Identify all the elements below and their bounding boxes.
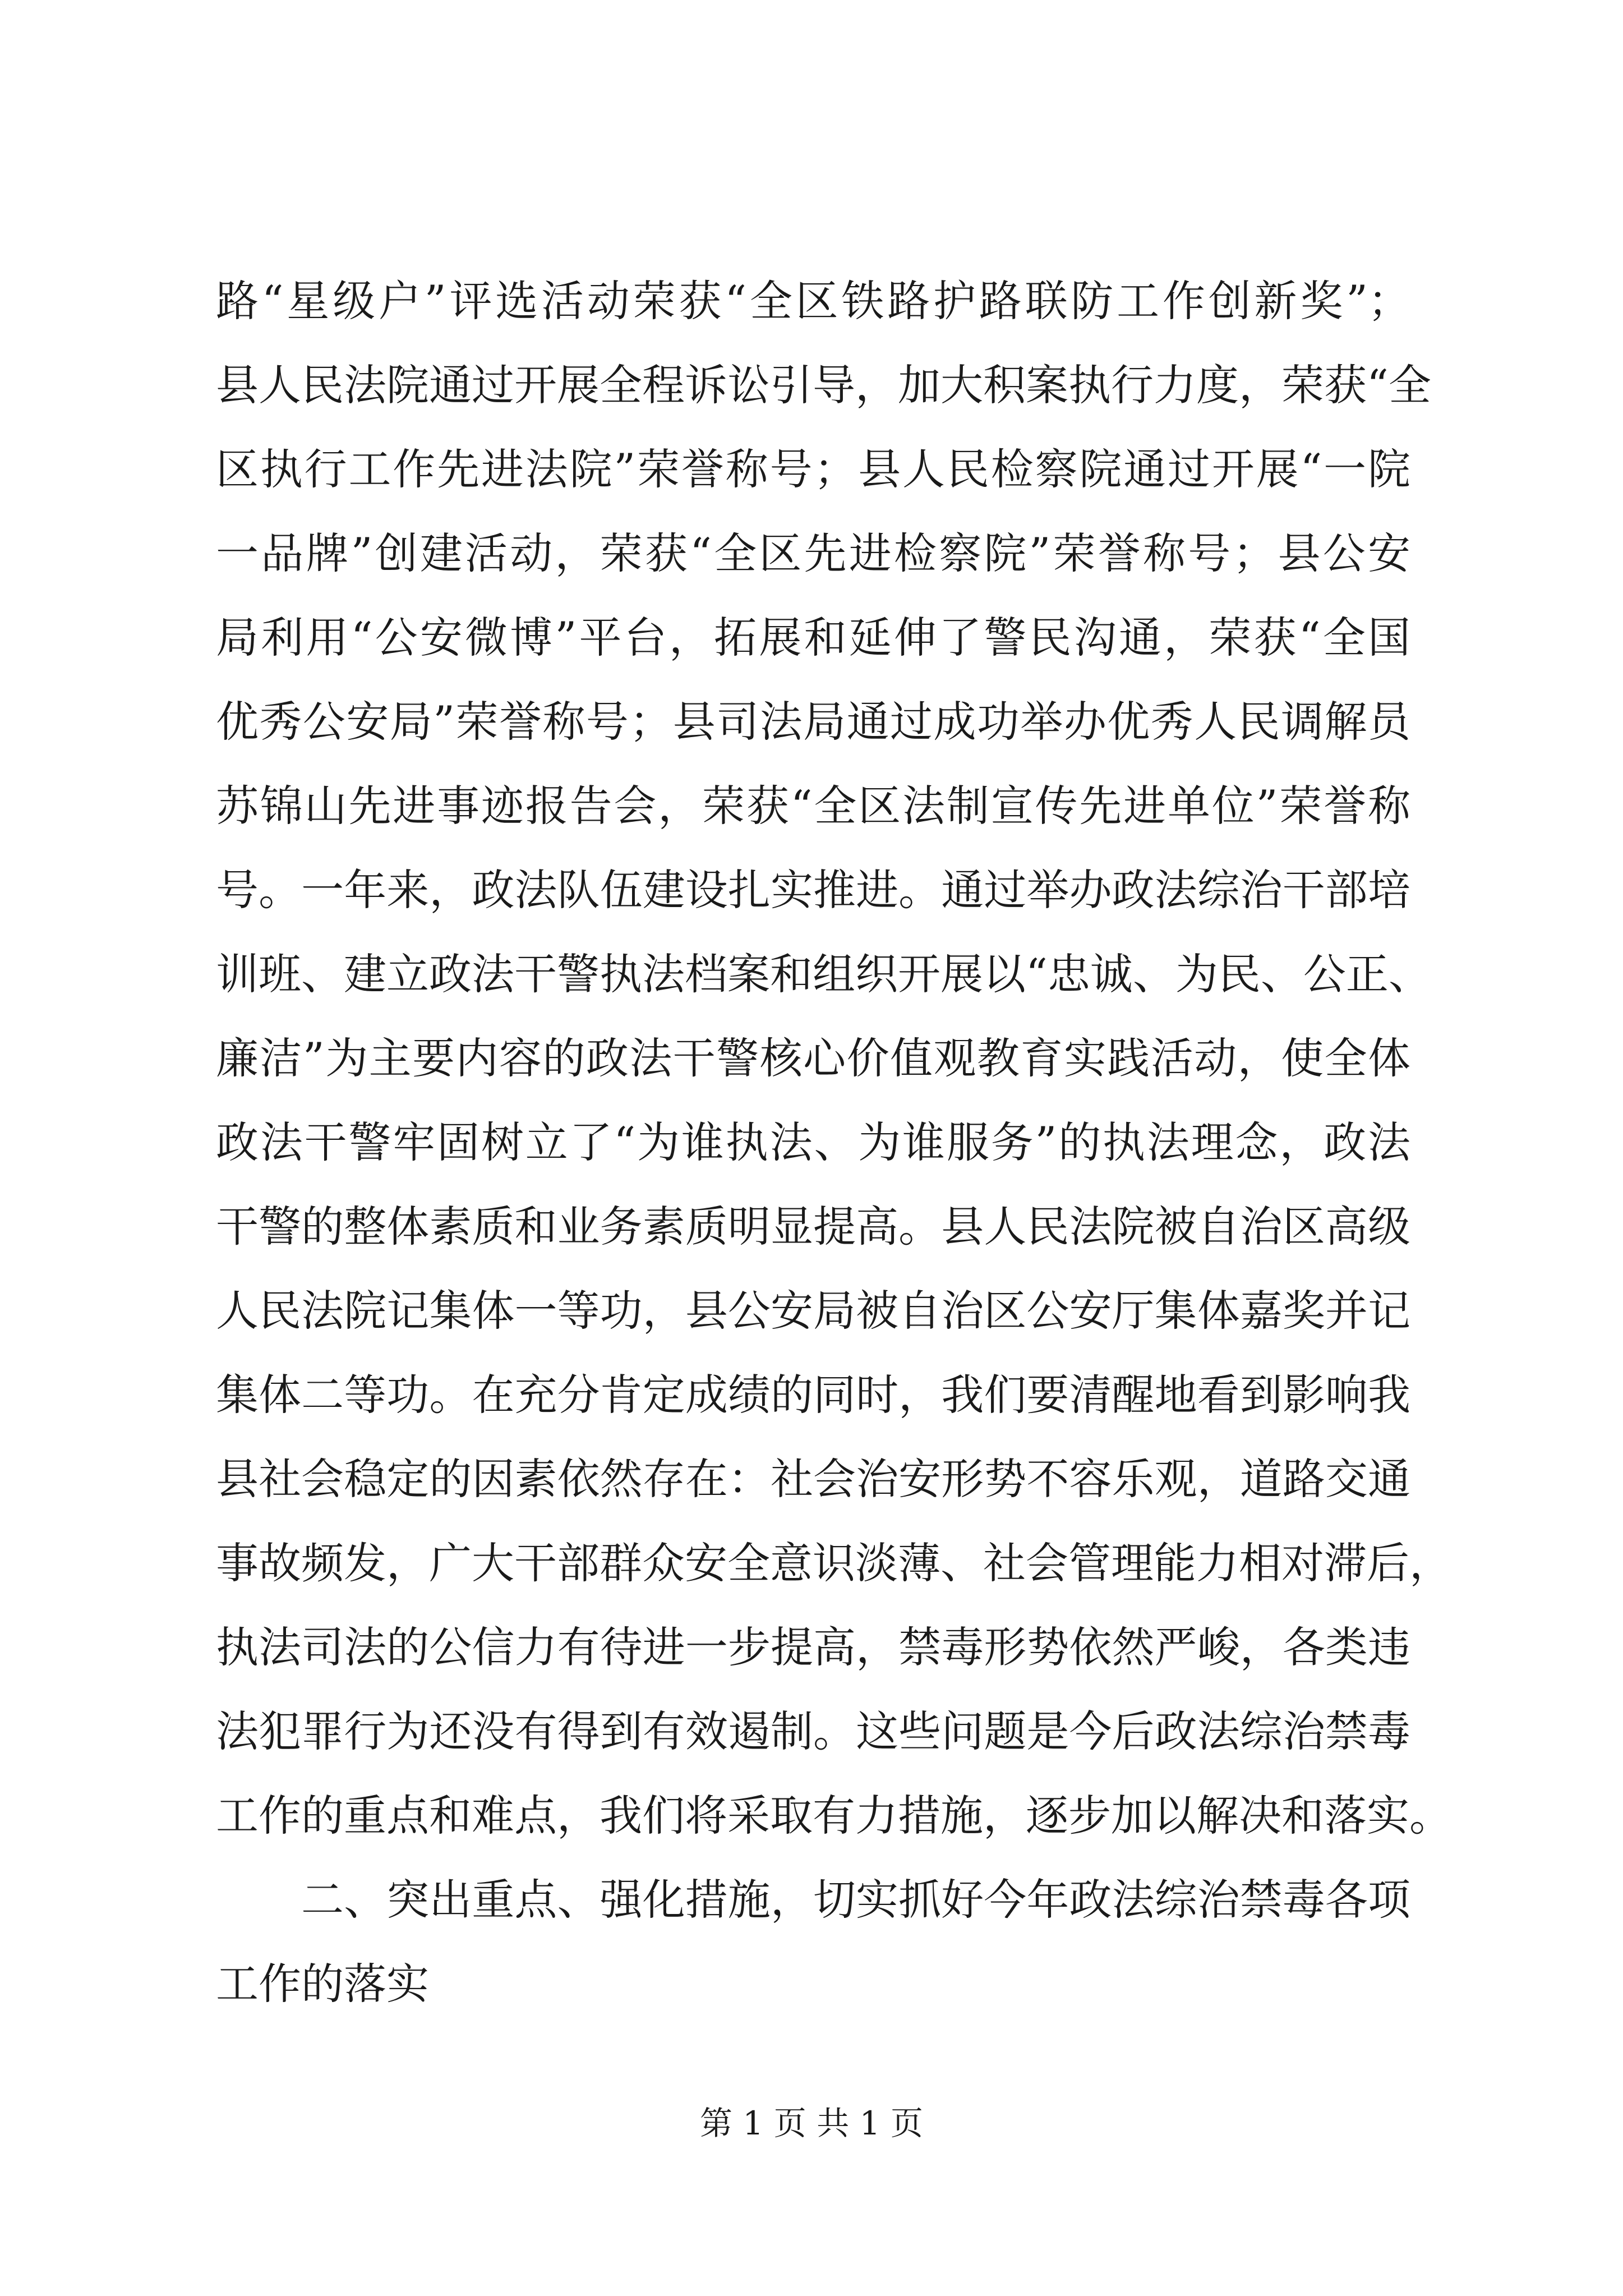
- paragraph-line: 工作的重点和难点，我们将采取有力措施，逐步加以解决和落实。: [216, 1791, 1452, 1841]
- paragraph-line: 廉洁”为主要内容的政法干警核心价值观教育实践活动，使全体: [216, 1033, 1410, 1083]
- paragraph-line: 干警的整体素质和业务素质明显提高。县人民法院被自治区高级: [216, 1202, 1410, 1251]
- page-footer: 第 1 页 共 1 页: [700, 2104, 923, 2142]
- paragraph-line: 路“星级户”评选活动荣获“全区铁路护路联防工作创新奖”；: [216, 276, 1410, 326]
- paragraph-line: 县社会稳定的因素依然存在：社会治安形势不容乐观，道路交通: [216, 1454, 1410, 1504]
- paragraph-line: 县人民法院通过开展全程诉讼引导，加大积案执行力度，荣获“全: [216, 360, 1431, 410]
- paragraph-line: 区执行工作先进法院”荣誉称号；县人民检察院通过开展“一院: [216, 444, 1410, 494]
- paragraph-line: 人民法院记集体一等功，县公安局被自治区公安厅集体嘉奖并记: [216, 1286, 1410, 1336]
- paragraph-line: 训班、建立政法干警执法档案和组织开展以“忠诚、为民、公正、: [216, 949, 1431, 999]
- paragraph-line: 苏锦山先进事迹报告会，荣获“全区法制宣传先进单位”荣誉称: [216, 781, 1410, 831]
- paragraph-line: 执法司法的公信力有待进一步提高，禁毒形势依然严峻，各类违: [216, 1622, 1410, 1672]
- paragraph-line: 局利用“公安微博”平台，拓展和延伸了警民沟通，荣获“全国: [216, 613, 1410, 662]
- section-heading-line: 工作的落实: [216, 1959, 429, 2009]
- paragraph-line: 优秀公安局”荣誉称号；县司法局通过成功举办优秀人民调解员: [216, 697, 1410, 747]
- section-heading-line: 二、突出重点、强化措施，切实抓好今年政法综治禁毒各项: [301, 1875, 1410, 1925]
- paragraph-line: 事故频发，广大干部群众安全意识淡薄、社会管理能力相对滞后，: [216, 1538, 1452, 1588]
- body-text: [216, 259, 1452, 2026]
- paragraph-line: 法犯罪行为还没有得到有效遏制。这些问题是今后政法综治禁毒: [216, 1706, 1410, 1756]
- paragraph-line: 一品牌”创建活动，荣获“全区先进检察院”荣誉称号；县公安: [216, 528, 1410, 578]
- paragraph-line: 集体二等功。在充分肯定成绩的同时，我们要清醒地看到影响我: [216, 1370, 1410, 1420]
- paragraph-line: 政法干警牢固树立了“为谁执法、为谁服务”的执法理念，政法: [216, 1117, 1410, 1167]
- paragraph-line: 号。一年来，政法队伍建设扎实推进。通过举办政法综治干部培: [216, 865, 1410, 915]
